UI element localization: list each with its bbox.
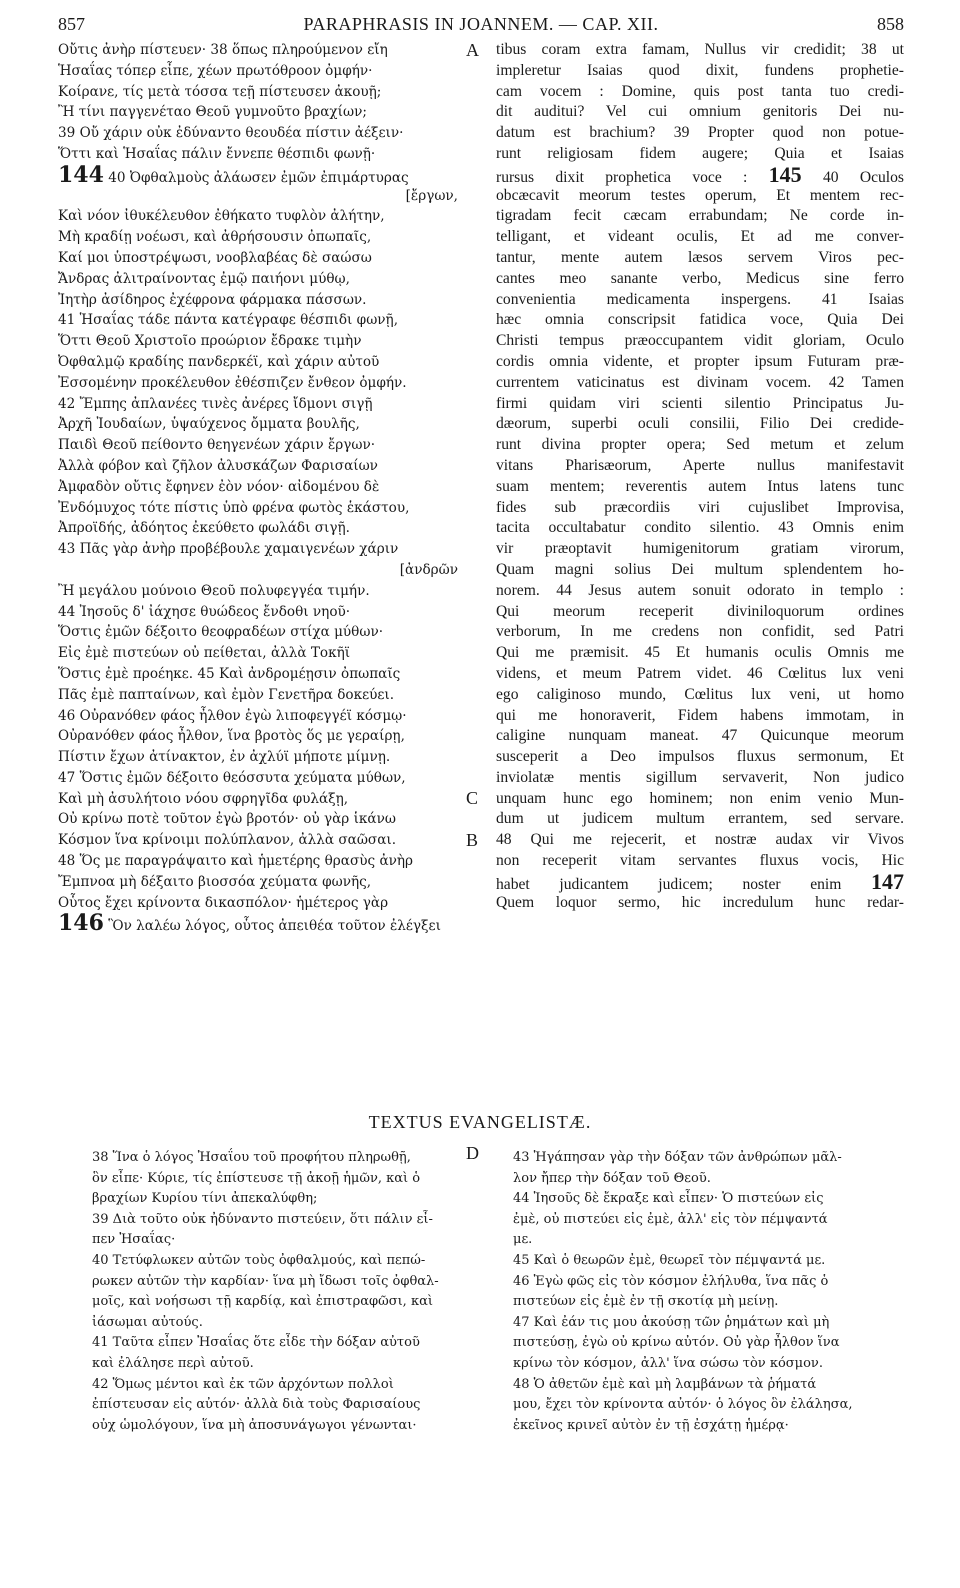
section-marker-b: B — [466, 830, 479, 850]
greek-line: 48 Ὅς με παραγράψαιτο καὶ ἡμετέρης θρασὺς ἀνὴρ — [58, 853, 414, 870]
latin-line: tigradam fecit cæcam errabundam; Ne corde in- — [496, 207, 904, 225]
latin-line: videns, et meum Patrem videt. 46 Cœlitus lux veni — [496, 664, 904, 682]
greek-line: Ἐσσομένην προκέλευθον ἐθέσπιζεν ἔνθεον ὀμφήν. — [58, 374, 407, 391]
latin-line-text: habet judicantem judicem; noster enim — [496, 875, 842, 893]
latin-line: Quam magni solius Dei multum splendentem ho- — [496, 560, 904, 578]
running-title: PARAPHRASIS IN JOANNEM. — CAP. XII. — [303, 14, 659, 34]
greek-line: Πᾶς ἐμὲ παπταίνων, καὶ ἐμὸν Γενετῆρα δοκεύει. — [58, 686, 395, 703]
gospel-line: 41 Ταῦτα εἶπεν Ἠσαΐας ὅτε εἶδε τὴν δόξαν αὐτοῦ — [92, 1335, 420, 1351]
latin-line: qui me honoraverit, Fidem habens immotam, in — [496, 706, 904, 724]
gospel-line: ἰάσωμαι αὐτούς. — [92, 1314, 203, 1330]
latin-line: dæorum, superbi oculi consilii, Filio Dei credide- — [496, 415, 904, 433]
latin-line: unquam hunc ego hominem; non enim venio Mun- — [496, 789, 904, 807]
greek-line: Ἡσαΐας τόπερ εἶπε, χέων πρωτόθροον ὀμφήν· — [58, 62, 373, 79]
latin-line: cam vocem : Domine, quis post tanta tuo credi- — [496, 82, 904, 100]
greek-line: 43 Πᾶς γὰρ ἀνὴρ προβέβουλε χαμαιγενέων χάριν — [58, 541, 399, 558]
section-number-144: 144 — [58, 164, 104, 186]
latin-line: caligine nunquam maneat. 47 Quicunque meorum — [496, 727, 904, 745]
gospel-line: 45 Καὶ ὁ θεωρῶν ἐμὲ, θεωρεῖ τὸν πέμψαντά με. — [513, 1252, 826, 1268]
latin-line: dit auditui? Vel cui omnium genitoris Dei nu- — [496, 103, 904, 121]
latin-line: susceperit a Deo impulsos fluxus sermonum, Et — [496, 748, 904, 766]
latin-line: vir præoptavit humigenitorum gratiam virorum, — [496, 540, 904, 558]
gospel-line: πιστεύσῃ, ἐγὼ οὐ κρίνω αὐτόν. Οὐ γὰρ ἦλθον ἵνα — [513, 1335, 840, 1351]
greek-line: Ὅττι καὶ Ἡσαΐας πάλιν ἔννεπε θέσπιδι φωνῇ· — [58, 145, 376, 162]
gospel-line: μου, ἔχει τὸν κρίνοντα αὐτόν· ὁ λόγος ὃν ἐλάλησα, — [513, 1397, 853, 1413]
section-number-147: 147 — [871, 871, 904, 893]
greek-line: Καὶ νόον ἰθυκέλευθον ἐθήκατο τυφλὸν ἀλήτην, — [58, 208, 385, 225]
latin-line: obcæcavit meorum testes operum, Et mentem rec- — [496, 186, 904, 204]
latin-line: suam mentem; reverentis autem Intus latens tunc — [496, 477, 904, 495]
section-marker-a: A — [466, 40, 479, 60]
gospel-line: 42 Ὅμως μέντοι καὶ ἐκ τῶν ἀρχόντων πολλοὶ — [92, 1376, 394, 1392]
greek-line: Ἀρχῆ Ἰουδαίων, ὑψαύχενος ὄμματα βουλῆς, — [58, 416, 360, 433]
latin-line: firmi quidam viri scienti silentio Principatus Ju- — [496, 394, 904, 412]
gospel-line: πιστεύων εἰς ἐμὲ ἐν τῇ σκοτίᾳ μὴ μείνῃ. — [513, 1294, 779, 1310]
greek-line-numbered — [58, 165, 458, 186]
greek-line: Ἀλλὰ φόβον καὶ ζῆλον ἀλυσκάζων Φαρισαίων — [58, 457, 378, 474]
gospel-line: 47 Καὶ ἐάν τις μου ἀκούσῃ τῶν ῥημάτων καὶ μὴ — [513, 1314, 830, 1330]
greek-line: Πίστιν ἔχων ἀτίνακτον, ἐν ἀχλύϊ μήποτε μίμνῃ. — [58, 749, 391, 766]
gospel-line: ἐκεῖνος κρινεῖ αὐτὸν ἐν τῇ ἐσχάτῃ ἡμέρᾳ· — [513, 1417, 789, 1433]
gospel-line: 44 Ἰησοῦς δὲ ἔκραξε καὶ εἶπεν· Ὁ πιστεύων εἰς — [513, 1191, 824, 1207]
gospel-line: λον ἤπερ τὴν δόξαν τοῦ Θεοῦ. — [513, 1170, 711, 1186]
gospel-line: 43 Ἠγάπησαν γὰρ τὴν δόξαν τῶν ἀνθρώπων μᾶλ- — [513, 1150, 842, 1165]
greek-line: Ἔμπνοα μὴ δέξαιτο βιοσσόα χεύματα φωνῆς, — [58, 873, 372, 890]
gospel-line: 48 Ὁ ἀθετῶν ἐμὲ καὶ μὴ λαμβάνων τὰ ῥήματά — [513, 1376, 817, 1392]
section-number-145: 145 — [768, 164, 802, 186]
latin-line-text: rursus dixit prophetica voce : — [496, 168, 748, 186]
greek-line: Μὴ κραδίῃ νοέωσι, καὶ ἀθρήσουσιν ὀπωπαῖς, — [58, 229, 372, 246]
gospel-line: κρίνω τὸν κόσμον, ἀλλ' ἵνα σώσω τὸν κόσμον. — [513, 1355, 823, 1371]
greek-line: Οὐρανόθεν φάος ἦλθον, ἵνα βροτὸς ὅς με γεραίρῃ, — [58, 728, 405, 745]
greek-line: Παιδὶ Θεοῦ πείθοντο θεηγενέων χάριν ἔργων· — [58, 437, 376, 454]
latin-line: ego caliginoso mundo, Cœlitus lux veni, ut homo — [496, 685, 904, 703]
greek-line: Καί μοι ὑποστρέψωσι, νοοβλαβέας δὲ σαώσω — [58, 249, 372, 266]
greek-line-carryover: [ἔργων, — [405, 187, 458, 204]
latin-line: norem. 44 Jesus autem sonuit odorato in templo : — [496, 581, 904, 599]
section-marker-d: D — [466, 1143, 479, 1163]
latin-line: cantes meo sanante verbo, Medicus sine ferro — [496, 269, 904, 287]
latin-line: telligant, et videant oculis, Et ad me conver- — [496, 228, 904, 246]
latin-line: cordis omnia vidente, et propter ipsum Futuram præ- — [496, 352, 904, 370]
latin-line: tibus coram extra famam, Nullus vir credidit; 38 ut — [496, 41, 904, 58]
greek-line: Ὀφθαλμῷ κραδίης πανδερκέϊ, καὶ χάριν αὐτοῦ — [58, 353, 380, 370]
gospel-line: 46 Ἐγὼ φῶς εἰς τὸν κόσμον ἐλήλυθα, ἵνα πᾶς ὁ — [513, 1273, 829, 1289]
greek-line-text: Ὃν λαλέω λόγος, οὗτος ἀπειθέα τοῦτον ἐλέγξει — [108, 918, 441, 935]
latin-line: inviolatæ mentis sigillum servaverit, Non judico — [496, 768, 904, 786]
latin-line: currentem vaticinatus est divinam vocem. 42 Tamen — [496, 373, 904, 391]
greek-line: Ἐνδόμυχος τότε πίστις ὑπὸ φρένα φωτὸς ἑκάστου, — [58, 499, 410, 516]
greek-line: Οὔτις ἀνὴρ πίστευεν· 38 ὅπως πληρούμενον εἴη — [58, 42, 388, 58]
running-header — [58, 14, 904, 36]
gospel-line: οὐχ ὡμολόγουν, ἵνα μὴ ἀποσυνάγωγοι γένωνται· — [92, 1417, 417, 1433]
greek-line: 47 Ὅστις ἐμῶν δέξοιτο θεόσσυτα χεύματα μύθων, — [58, 769, 406, 786]
gospel-line: πεν Ἠσαΐας· — [92, 1232, 176, 1248]
latin-line: dum ut judicem multum errantem, sed servare. — [496, 810, 904, 828]
gospel-line: μοῖς, καὶ νοήσωσι τῇ καρδίᾳ, καὶ ἐπιστραφῶσι, καὶ — [92, 1294, 433, 1310]
gospel-line: ρωκεν αὐτῶν τὴν καρδίαν· ἵνα μὴ ἴδωσι τοῖς ὀφθαλ- — [92, 1273, 439, 1289]
latin-line: hæc omnia conscripsit fatidica voce, Quia Dei — [496, 311, 904, 329]
greek-line: Καὶ μὴ ἀσυλήτοιο νόου σφρηγῖδα φυλάξῃ, — [58, 790, 349, 807]
latin-line: runt divina propter opera; Sed metum et zelum — [496, 436, 904, 454]
greek-line: 46 Οὐρανόθεν φάος ἦλθον ἐγὼ λιποφεγγέϊ κόσμῳ· — [58, 707, 407, 724]
greek-line-text: 40 Ὀφθαλμοὺς ἀλάωσεν ἐμῶν ἐπιμάρτυρας — [108, 169, 409, 186]
latin-line: impleretur Isaias quod dixit, fundens prophetie- — [496, 61, 904, 79]
greek-line: Οὐ κρίνω ποτὲ τοῦτον ἐγὼ βροτόν· οὐ γὰρ ἱκάνω — [58, 811, 396, 828]
gospel-line: καὶ ἐλάλησε περὶ αὐτοῦ. — [92, 1355, 254, 1371]
greek-line: Ὅστις ἐμῶν δέξοιτο θεοφραδέων στίχα μύθων· — [58, 624, 384, 641]
gospel-text-right-column — [513, 1148, 903, 1436]
latin-line: verborum, In me credens non confidit, sed Patri — [496, 623, 904, 641]
latin-line: Qui meorum receperit diviniloquorum ordines — [496, 602, 904, 620]
latin-line: convenientia medicamenta inspergens. 41 Isaias — [496, 290, 904, 308]
page-number-right: 858 — [877, 14, 904, 34]
greek-line: Ὅττι Θεοῦ Χριστοῖο προώριον ἔδρακε τιμὴν — [58, 333, 362, 350]
latin-line: vitans Pharisæorum, Aperte nullus manifestavit — [496, 456, 904, 474]
greek-line: Ἀμφαδὸν οὔτις ἔφηνεν ἐὸν νόον· αἰδομένου δὲ — [58, 478, 380, 495]
latin-line: fides sub præcordiis viri cujuslibet Improvisa, — [496, 498, 904, 516]
gospel-line: ὃν εἶπε· Κύριε, τίς ἐπίστευσε τῇ ἀκοῇ ἡμῶν, καὶ ὁ — [92, 1170, 421, 1186]
latin-line: Christi tempus præoccupantem vidit gloriam, Oculo — [496, 332, 904, 350]
latin-line-numbered — [496, 165, 904, 186]
greek-line: Κόσμον ἵνα κρίνοιμι πολύπλανον, ἀλλὰ σαῶσαι. — [58, 832, 397, 849]
greek-line: 41 Ἡσαΐας τάδε πάντα κατέγραφε θέσπιδι φωνῇ, — [58, 312, 399, 329]
section-title: TEXTUS EVANGELISTÆ. — [368, 1112, 592, 1132]
greek-line: Ἀπροϊδής, ἀδόητος ἐκεύθετο φωλάδι σιγῇ. — [58, 520, 350, 537]
latin-line: runt religiosam fidem augere; Quia et Isaias — [496, 144, 904, 162]
gospel-line: βραχίων Κυρίου τίνι ἀπεκαλύφθη; — [92, 1191, 318, 1207]
latin-line: Qui me præmisit. 45 Et humanis oculis Omnis me — [496, 644, 904, 662]
greek-paraphrase-column — [58, 40, 458, 934]
gospel-text-left-column — [92, 1148, 484, 1436]
section-marker-c: C — [466, 788, 479, 808]
latin-line: Quem loquor sermo, hic incredulum hunc redar- — [496, 893, 904, 911]
greek-line: 42 Ἔμπης ἀπλανέες τινὲς ἀνέρες ἴδμονι σιγῇ — [58, 395, 373, 412]
greek-line: Κοίρανε, τίς μετὰ τόσσα τεῇ πίστευσεν ἀκουῇ; — [58, 83, 382, 100]
gospel-line: 39 Διὰ τοῦτο οὐκ ἠδύναντο πιστεύειν, ὅτι πάλιν εἶ- — [92, 1211, 433, 1227]
gospel-line: με. — [513, 1232, 533, 1248]
latin-translation-column — [496, 40, 904, 913]
latin-line: tantur, mente autem læsos servem Viros pec- — [496, 248, 904, 266]
page-number-left: 857 — [58, 14, 85, 34]
greek-line: Ἰητὴρ ἀσίδηρος ἐχέφρονα φάρμακα πάσσων. — [58, 291, 367, 308]
greek-line: Ἄνδρας ἀλιτραίνοντας ἐμῷ παιήονι μύθῳ, — [58, 270, 350, 287]
greek-line: Οὗτος ἔχει κρίνοντα δικασπόλον· ἡμέτερος γὰρ — [58, 894, 389, 911]
greek-line: 44 Ἰησοῦς δ' ἰάχησε θυώδεος ἔνδοθι νηοῦ· — [58, 603, 351, 620]
section-number-146: 146 — [58, 913, 104, 935]
latin-line: datum est brachium? 39 Propter quod non potue- — [496, 124, 904, 142]
gospel-line: 38 Ἵνα ὁ λόγος Ἠσαΐου τοῦ προφήτου πληρωθῇ, — [92, 1150, 411, 1165]
latin-line-text: 40 Oculos — [822, 168, 904, 186]
gospel-line: ἐμὲ, οὐ πιστεύει εἰς ἐμὲ, ἀλλ' εἰς τὸν πέμψαντά — [513, 1211, 828, 1227]
greek-line: Ἢ τίνι παγγενέταο Θεοῦ γυμνοῦτο βραχίων; — [58, 104, 367, 121]
latin-line: non receperit vitam servantes fluxus vocis, Hic — [496, 852, 904, 870]
latin-line: 48 Qui me rejecerit, et nostræ audax vir Vivos — [496, 831, 904, 849]
greek-line-carryover: [ἀνδρῶν — [399, 561, 458, 578]
greek-line: Ὅστις ἐμὲ προέηκε. 45 Καὶ ἀνδρομέῃσιν ὀπωπαῖς — [58, 665, 401, 682]
greek-line: Ἢ μεγάλου μούνοιο Θεοῦ πολυφεγγέα τιμήν. — [58, 582, 370, 599]
gospel-line: ἐπίστευσαν εἰς αὐτόν· ἀλλὰ διὰ τοὺς Φαρισαίους — [92, 1397, 421, 1413]
greek-line: 39 Οὔ χάριν οὐκ ἐδύναντο θεουδέα πίστιν ἀέξειν· — [58, 125, 404, 142]
latin-line: tacita occultabatur condito silentio. 43 Omnis enim — [496, 519, 904, 537]
latin-line-numbered — [496, 872, 904, 893]
greek-line-numbered — [58, 913, 458, 934]
gospel-line: 40 Τετύφλωκεν αὐτῶν τοὺς ὀφθαλμούς, καὶ πεπώ- — [92, 1252, 426, 1268]
greek-line: Εἰς ἐμὲ πιστεύων οὐ πείθεται, ἀλλὰ Τοκῆϊ — [58, 645, 351, 662]
